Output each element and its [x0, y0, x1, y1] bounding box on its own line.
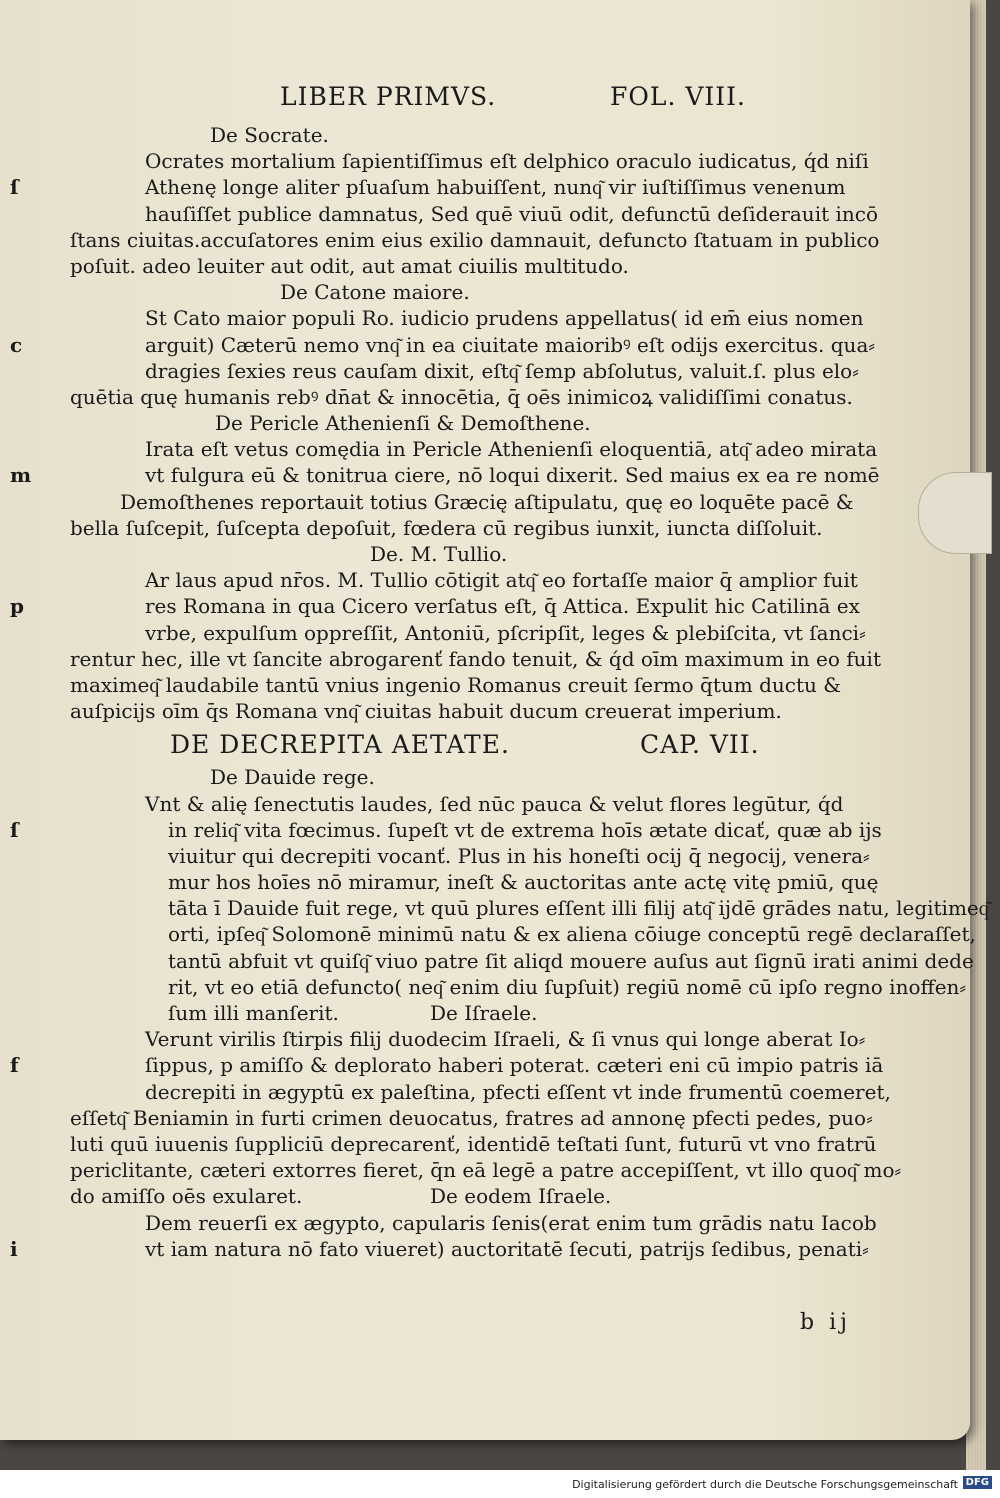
- text-line: [70, 201, 878, 227]
- line-text: eſſetq͂ Beniamin in furti crimen deuocatus, fratres ad annonę pfecti pedes, puo⸗: [70, 1105, 873, 1130]
- funding-text: Digitalisierung gefördert durch die Deutsche Forschungsgemeinschaft: [572, 1478, 958, 1491]
- line-text: bella ſuſcepit, ſuſcepta depoſuit, fœdera cū regibus iunxit, iuncta diſſoluit.: [70, 515, 823, 540]
- guide-letter: p: [10, 594, 24, 619]
- text-line: [70, 1079, 891, 1105]
- dfg-logo: DFG: [963, 1476, 992, 1489]
- line-text: res Romana in qua Cicero verſatus eſt, q̄ Attica. Expulit hic Catilinā ex: [145, 594, 860, 619]
- guide-letter: f: [10, 1053, 19, 1078]
- text-line: [10, 174, 846, 200]
- chapter-heading: [70, 728, 790, 764]
- text-line: [70, 895, 989, 921]
- line-text: dragies ſexies reus cauſam dixit, eſtq͂ ſemp abſolutus, valuit.ſ. plus elo⸗: [145, 358, 859, 383]
- line-text: Ocrates mortalium ſapientiſſimus eſt delphico oraculo iudicatus, q́d niſi: [145, 149, 869, 174]
- section-heading: [70, 764, 790, 790]
- text-line: [70, 148, 869, 174]
- line-text: ſtans ciuitas.accuſatores enim eius exilio damnauit, defuncto ſtatuam in publico: [70, 227, 880, 252]
- text-line: [70, 791, 844, 817]
- section-heading: [70, 410, 790, 436]
- line-text: Irata eſt vetus comędia in Pericle Athenienſi eloquentiā, atq͂ adeo mirata: [145, 437, 878, 462]
- section-heading: [70, 541, 790, 567]
- line-text: vt iam natura nō fato viueret) auctoritatē ſecuti, patrijs ſedibus, penati⸗: [145, 1236, 869, 1261]
- text-line: [70, 1131, 877, 1157]
- section-heading: [70, 122, 790, 148]
- line-text: arguit) Cæterū nemo vnq͂ in ea ciuitate maioribꝰ eſt odijs exercitus. qua⸗: [145, 332, 876, 357]
- funding-banner: [0, 1470, 1000, 1498]
- line-text: decrepiti in ægyptū ex paleſtina, pfecti eſſent vt inde frumentū coemeret,: [145, 1079, 891, 1104]
- section-heading: [70, 279, 790, 305]
- text-line: [10, 593, 860, 619]
- line-text: quētia quę humanis rebꝰ dn̄at & innocētia, q̄ oēs inimicoꝝ validiſſimi conatus.: [70, 384, 853, 409]
- line-text: Dem reuerſi ex ægypto, capularis ſenis(erat enim tum grādis natu Iacob: [145, 1210, 877, 1235]
- line-text: vt fulgura eū & tonitrua ciere, nō loqui dixerit. Sed maius ex ea re nomē: [145, 463, 880, 488]
- line-text: vrbe, expulſum oppreſſit, Antoniū, pſcripſit, leges & plebiſcita, vt ſanci⸗: [145, 620, 866, 645]
- line-text: De. M. Tullio.: [370, 542, 508, 566]
- text-line: [70, 843, 870, 869]
- line-text: ſippus, p amiſſo & deplorato haberi poterat. cæteri eni cū impio patris iā: [145, 1053, 884, 1078]
- text-line: [10, 1052, 884, 1078]
- guide-letter: m: [10, 463, 32, 488]
- line-text: tantū abfuit vt quiſq͂ viuo patre ſit aliqd mouere auſus aut ſignū irati animi dede: [168, 948, 974, 973]
- guide-letter: ſ: [10, 175, 19, 200]
- line-text: Athenę longe aliter pſuaſum habuiſſent, nunq͂ vir iuſtiſſimus venenum: [145, 175, 846, 200]
- line-text: St Cato maior populi Ro. iudicio prudens appellatus( id em̄ eius nomen: [145, 306, 864, 331]
- line-text: Demoſthenes reportauit totius Græcię aſtipulatu, quę eo loquēte pacē &: [120, 489, 854, 514]
- text-line: [70, 1026, 866, 1052]
- line-text: in reliq͂ vita fœcimus. ſupeſt vt de extrema hoīs ætate dicať, quæ ab ijs: [168, 817, 882, 842]
- line-text: do amiſſo oēs exularet.: [70, 1184, 303, 1209]
- text-line: [70, 948, 974, 974]
- text-line: [70, 698, 790, 724]
- text-line: [70, 253, 790, 279]
- line-text: luti quū iuuenis ſuppliciū deprecarenť, identidē teſtati ſunt, futurū vt vno fratrū: [70, 1131, 877, 1156]
- line-text: Vnt & alię ſenectutis laudes, ſed nūc pauca & velut flores legūtur, q́d: [145, 791, 844, 816]
- text-line: [70, 1157, 902, 1183]
- line-text: De Pericle Athenienſi & Demoſthene.: [215, 411, 591, 436]
- text-line: [70, 620, 866, 646]
- line-text: mur hos hoīes nō miramur, ineſt & auctoritas ante actę vitę pmiū, quę: [168, 870, 879, 895]
- line-text: hauſiſſet publice damnatus, Sed quē viuū odit, defunctū deſiderauit incō: [145, 201, 878, 226]
- text-line: [70, 358, 859, 384]
- line-text: rit, vt eo etiā defuncto( neq͂ enim diu ſupſuit) regiū nomē cū ipſo regno inoffen⸗: [168, 974, 967, 999]
- text-line: [70, 436, 878, 462]
- text-line: [70, 869, 879, 895]
- text-line: [10, 817, 882, 843]
- text-line: [70, 384, 853, 410]
- line-text: ſum illi manſerit.: [168, 1001, 339, 1025]
- header-title: LIBER PRIMVS.: [280, 82, 497, 111]
- text-line: [70, 921, 976, 947]
- line-text: rentur hec, ille vt ſancite abrogarenť fando tenuit, & q́d oīm maximum in eo fuit: [70, 646, 881, 671]
- text-line: [70, 974, 967, 1000]
- text-line: [70, 227, 880, 253]
- line-text: tāta ī Dauide fuit rege, vt quū plures eſſent illi filij atq͂ ijdē grādes natu, legitimeq͂: [168, 896, 989, 921]
- section-block-1: [10, 122, 881, 724]
- text-line: [70, 1105, 873, 1131]
- line-text: orti, ipſeq͂ Solomonē minimū natu & ex aliena cōiuge conceptū regē declaraſſet,: [168, 922, 976, 947]
- line-text: Verunt virilis ſtirpis filij duodecim Iſraeli, & ſi vnus qui longe aberat Io⸗: [145, 1027, 866, 1052]
- line-text: poſuit. adeo leuiter aut odit, aut amat ciuilis multitudo.: [70, 253, 629, 278]
- text-line: [10, 462, 880, 488]
- text-line: [70, 515, 823, 541]
- text-line: [70, 1183, 790, 1209]
- line-text: De Catone maiore.: [280, 280, 470, 305]
- line-text: periclitante, cæteri extorres fieret, q̄n eā legē a patre accepiſſent, vt illo quoq͂ mo⸗: [70, 1158, 902, 1183]
- text-line: [10, 1236, 869, 1262]
- line-text: De Dauide rege.: [210, 765, 375, 790]
- inline-heading: De eodem Iſraele.: [430, 1184, 612, 1209]
- text-line: [70, 567, 858, 593]
- text-line: [70, 489, 854, 515]
- section-block-2: [10, 764, 989, 1262]
- page-text: [10, 80, 989, 1262]
- guide-letter: c: [10, 332, 23, 357]
- line-text: De Socrate.: [210, 123, 329, 147]
- inline-heading: De Iſraele.: [430, 1001, 538, 1025]
- guide-letter: ſ: [10, 817, 19, 842]
- text-line: [10, 332, 876, 358]
- text-line: [70, 305, 864, 331]
- chapter-title: DE DECREPITA AETATE.: [170, 730, 510, 760]
- folio-number: FOL. VIII.: [610, 82, 746, 111]
- line-text: auſpicijs oīm q̄s Romana vnq͂ ciuitas habuit ducum creuerat imperium.: [70, 699, 782, 724]
- signature-mark: b ij: [800, 1310, 851, 1335]
- line-text: maximeq͂ laudabile tantū vnius ingenio Romanus creuit ſermo q̄tum ductu &: [70, 672, 842, 697]
- guide-letter: i: [10, 1236, 18, 1261]
- line-text: Ar laus apud nr̄os. M. Tullio cōtigit atq͂ eo fortaſſe maior q̄ amplior fuit: [145, 568, 858, 593]
- page-tab: [918, 472, 992, 554]
- text-line: [70, 1000, 790, 1026]
- text-line: [70, 672, 842, 698]
- line-text: viuitur qui decrepiti vocanť. Plus in his honeſti ocij q̄ negocij, venera⸗: [168, 843, 870, 868]
- chapter-number: CAP. VII.: [640, 730, 760, 760]
- running-header: [70, 80, 790, 122]
- text-line: [70, 1210, 877, 1236]
- text-line: [70, 646, 881, 672]
